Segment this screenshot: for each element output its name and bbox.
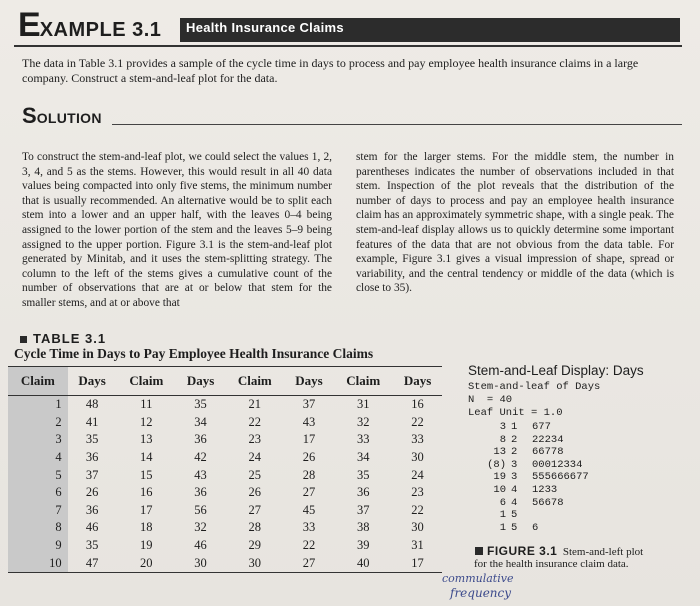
table-cell: 21 — [248, 397, 262, 412]
solution-text-right: stem for the larger stems. For the middle stem, the number in parentheses indicates the number of observations included in that stem. Inspection of the plot reveals that the distribution of the number of days to process and pay an employee health insurance claim has an approximately symmetric shape, with a single peak. The stem-and-leaf display allows us to quickly determine some important features of the data that are not obvious from the data table. For example, Figure 3.1 gives a visual impression of shape, spread or variability, and the central tendency or middle of the data (which is close to 35). — [356, 151, 674, 295]
stem-leaf-leaves: 22234 — [532, 433, 564, 446]
table-row — [8, 537, 442, 555]
stem-leaf-count: 8 — [499, 433, 506, 446]
table-cell: 56 — [194, 502, 207, 517]
table-row — [8, 414, 442, 432]
stem-leaf-count: 13 — [493, 446, 506, 459]
table-cell: 40 — [333, 554, 393, 572]
table-cell: 23 — [411, 485, 424, 500]
stem-leaf-line: Stem-and-leaf of Days — [468, 381, 601, 393]
table-cell: 35 — [357, 467, 370, 482]
table-header-cell: Days — [393, 367, 442, 396]
table-row — [8, 431, 442, 449]
table-cell: 36 — [194, 432, 207, 447]
table-cell: 23 — [248, 432, 262, 447]
table-cell: 19 — [140, 538, 153, 553]
table-cell: 35 — [85, 432, 99, 447]
table-cell: 9 — [8, 537, 68, 555]
table-cell: 33 — [357, 432, 370, 447]
table-cell: 7 — [8, 502, 68, 520]
table-cell: 43 — [302, 414, 316, 429]
table-cell: 8 — [8, 519, 68, 537]
table-cell: 46 — [194, 538, 207, 553]
stem-leaf-stem: 4 — [511, 496, 518, 509]
table-row — [8, 396, 442, 414]
stem-leaf-leaves: 555666677 — [532, 471, 589, 484]
stem-leaf-title: Stem-and-Leaf Display: Days — [468, 363, 644, 378]
table-cell: 18 — [140, 520, 153, 535]
table-cell: 31 — [357, 397, 370, 412]
example-bar-label: Health Insurance Claims — [186, 20, 344, 35]
claims-table — [8, 366, 442, 573]
table-cell: 14 — [140, 450, 153, 465]
table-header-cell: Claim — [333, 367, 393, 396]
stem-leaf-count: 19 — [493, 471, 506, 484]
handwritten-note: frequency — [450, 586, 512, 600]
example-intro: The data in Table 3.1 provides a sample of the cycle time in days to process and pay employee health insurance claims in a large company. Construct a stem-and-leaf plot for the data. — [22, 56, 639, 85]
table-cell: 43 — [194, 467, 207, 482]
stem-leaf-count: 1 — [499, 509, 506, 522]
table-cell: 22 — [411, 502, 424, 517]
table-cell: 25 — [248, 467, 262, 482]
stem-leaf-stem: 3 — [511, 458, 518, 471]
table-cell: 4 — [8, 449, 68, 467]
stem-leaf-count: 1 — [499, 521, 506, 534]
table-cell: 27 — [285, 554, 334, 572]
table-caption: Cycle Time in Days to Pay Employee Health Insurance Claims — [14, 346, 374, 361]
table-cell: 38 — [357, 520, 370, 535]
table-cell: 30 — [411, 520, 424, 535]
table-row — [8, 554, 442, 572]
table-cell: 26 — [85, 485, 99, 500]
table-row — [8, 466, 442, 484]
table-cell: 33 — [411, 432, 424, 447]
table-cell: 17 — [140, 502, 153, 517]
stem-leaf-leaves: 00012334 — [532, 458, 583, 471]
stem-leaf-count: 10 — [493, 484, 506, 496]
table-cell: 27 — [248, 502, 262, 517]
table-cell: 36 — [85, 450, 99, 465]
example-heading: EXAMPLE 3.1 — [18, 6, 162, 44]
stem-leaf-line: Leaf Unit = 1.0 — [468, 407, 563, 419]
table-cell: 28 — [302, 467, 316, 482]
table-cell: 32 — [194, 520, 207, 535]
table-cell: 36 — [85, 502, 99, 517]
table-cell: 17 — [393, 554, 442, 572]
table-cell: 36 — [194, 485, 207, 500]
table-cell: 35 — [85, 538, 99, 553]
table-cell: 30 — [225, 554, 285, 572]
stem-leaf-count: (8) — [487, 458, 506, 471]
table-cell: 16 — [140, 485, 153, 500]
table-cell: 12 — [140, 414, 153, 429]
square-bullet-icon — [20, 336, 27, 343]
table-cell: 22 — [248, 414, 262, 429]
stem-leaf-stem: 5 — [511, 521, 518, 534]
solution-text-left: To construct the stem-and-leaf plot, we could select the values 1, 2, 3, 4, and 5 as the stems. However, this would result in all 40 data values being compacted into only five stems, the minimum number that is usually recommended. An alternative would be to split each stem into a lower and an upper half, with the leaves 0–4 being assigned to the lower portion of the stem and the leaves 5–9 being assigned to the upper portion. Figure 3.1 is the stem-and-leaf plot generated by Minitab, and it uses the stem-splitting strategy. The column to the left of the stems gives a cumulative count of the number of observations that are at or below that stem for the smaller stems, and at or above that — [22, 151, 332, 309]
table-header-cell: Claim — [8, 367, 68, 396]
table-cell: 27 — [302, 485, 316, 500]
table-cell: 6 — [8, 484, 68, 502]
table-header-cell: Claim — [225, 367, 285, 396]
table-cell: 47 — [68, 554, 117, 572]
table-cell: 34 — [357, 450, 370, 465]
table-cell: 34 — [194, 414, 207, 429]
stem-leaf-count: 3 — [499, 421, 506, 433]
table-cell: 26 — [302, 450, 316, 465]
table-row — [8, 519, 442, 537]
table-cell: 42 — [194, 450, 207, 465]
table-cell: 37 — [302, 397, 316, 412]
stem-leaf-leaves: 56678 — [532, 496, 564, 509]
stem-leaf-count: 6 — [499, 496, 506, 509]
table-cell: 39 — [357, 538, 370, 553]
table-cell: 22 — [302, 538, 316, 553]
table-cell: 30 — [411, 450, 424, 465]
table-body — [8, 396, 442, 573]
stem-leaf-leaves: 677 — [532, 421, 551, 433]
table-cell: 3 — [8, 431, 68, 449]
table-cell: 2 — [8, 414, 68, 432]
table-cell: 37 — [357, 502, 370, 517]
table-cell: 13 — [140, 432, 153, 447]
table-cell: 46 — [85, 520, 99, 535]
handwritten-note: commulative — [442, 572, 514, 585]
table-cell: 37 — [85, 467, 99, 482]
table-cell: 36 — [357, 485, 370, 500]
stem-leaf-stem: 3 — [511, 471, 518, 484]
table-label: TABLE 3.1 — [20, 331, 106, 346]
figure-caption: FIGURE 3.1 Stem-and-left plot — [475, 544, 643, 558]
table-cell: 1 — [8, 396, 68, 414]
table-cell: 41 — [85, 414, 99, 429]
stem-leaf-stem: 4 — [511, 484, 518, 496]
table-cell: 15 — [140, 467, 153, 482]
table-cell: 24 — [411, 467, 424, 482]
table-cell: 26 — [248, 485, 262, 500]
table-cell: 10 — [8, 554, 68, 572]
stem-leaf-leaves: 66778 — [532, 446, 564, 459]
stem-leaf-leaves: 1233 — [532, 484, 558, 496]
table-cell: 11 — [140, 397, 153, 412]
table-header-cell: Days — [176, 367, 225, 396]
table-row — [8, 484, 442, 502]
figure-caption-2: for the health insurance claim data. — [474, 558, 629, 570]
table-cell: 17 — [302, 432, 316, 447]
table-cell: 33 — [302, 520, 316, 535]
stem-leaf-stem: 1 — [511, 421, 518, 433]
table-cell: 31 — [411, 538, 424, 553]
divider — [112, 124, 682, 125]
table-cell: 45 — [302, 502, 316, 517]
table-row — [8, 502, 442, 520]
stem-leaf-line: N = 40 — [468, 394, 513, 406]
table-cell: 24 — [248, 450, 262, 465]
table-row — [8, 449, 442, 467]
table-header-row — [8, 367, 442, 396]
divider — [14, 45, 682, 47]
table-header-cell: Days — [68, 367, 117, 396]
table-cell: 48 — [85, 397, 99, 412]
stem-leaf-stem: 5 — [511, 509, 518, 522]
table-cell: 32 — [357, 414, 370, 429]
stem-leaf-leaves: 6 — [532, 521, 539, 534]
stem-leaf-stem: 2 — [511, 446, 518, 459]
table-cell: 28 — [248, 520, 262, 535]
solution-heading: SOLUTION — [22, 103, 102, 128]
table-header-cell: Claim — [116, 367, 176, 396]
table-cell: 30 — [176, 554, 225, 572]
table-cell: 5 — [8, 466, 68, 484]
table-header-cell: Days — [285, 367, 334, 396]
table-cell: 22 — [411, 414, 424, 429]
stem-leaf-stem: 2 — [511, 433, 518, 446]
table-cell: 29 — [248, 538, 262, 553]
example-title-bar — [180, 18, 680, 42]
table-cell: 16 — [411, 397, 424, 412]
table-cell: 35 — [194, 397, 207, 412]
table-cell: 20 — [116, 554, 176, 572]
square-bullet-icon — [475, 547, 483, 555]
